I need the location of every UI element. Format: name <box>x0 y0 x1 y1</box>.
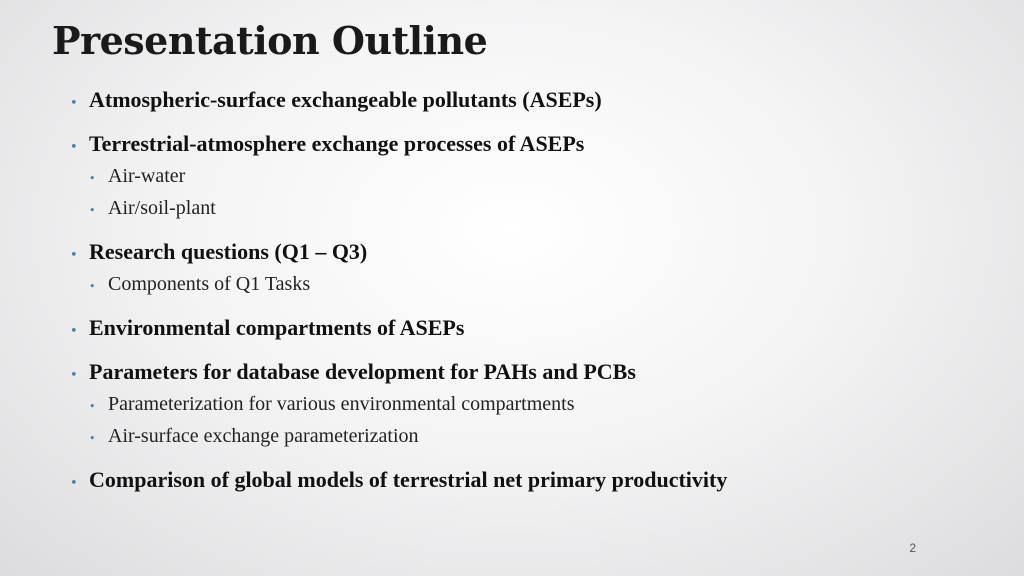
sub-bullet-icon: • <box>89 400 96 413</box>
outline-item-label: Research questions (Q1 – Q3) <box>89 239 368 264</box>
sub-list <box>70 388 970 452</box>
outline-item-label: Atmospheric-surface exchangeable pollutants (ASEPs) <box>89 87 602 112</box>
sub-bullet-icon: • <box>89 204 96 217</box>
sub-item-label: Air/soil-plant <box>108 197 216 219</box>
sub-list <box>70 160 970 224</box>
sub-item-label: Air-water <box>108 165 186 187</box>
bullet-icon: • <box>70 140 78 155</box>
slide-title: Presentation Outline <box>52 18 488 63</box>
bullet-icon: • <box>70 96 78 111</box>
outline-item <box>70 356 970 452</box>
bullet-icon: • <box>70 476 78 491</box>
sub-item <box>89 268 970 300</box>
outline-item <box>70 464 970 496</box>
outline-item <box>70 236 970 300</box>
bullet-icon: • <box>70 248 78 263</box>
sub-item-label: Parameterization for various environmental compartments <box>108 393 575 415</box>
outline-item-row <box>70 356 970 388</box>
outline-item-row <box>70 128 970 160</box>
sub-bullet-icon: • <box>89 432 96 445</box>
outline-item-label: Comparison of global models of terrestrial net primary productivity <box>89 467 728 492</box>
sub-item <box>89 192 970 224</box>
sub-bullet-icon: • <box>89 172 96 185</box>
bullet-icon: • <box>70 368 78 383</box>
outline-item-row <box>70 312 970 344</box>
sub-bullet-icon: • <box>89 280 96 293</box>
sub-item <box>89 388 970 420</box>
page-number: 2 <box>909 541 916 555</box>
outline-item-label: Environmental compartments of ASEPs <box>89 315 465 340</box>
sub-list <box>70 268 970 300</box>
outline-item-label: Terrestrial-atmosphere exchange processes of ASEPs <box>89 131 585 156</box>
bullet-icon: • <box>70 324 78 339</box>
outline-item-label: Parameters for database development for PAHs and PCBs <box>89 359 636 384</box>
outline-item-row <box>70 84 970 116</box>
outline-item <box>70 128 970 224</box>
sub-item-label: Air-surface exchange parameterization <box>108 425 419 447</box>
outline-item-row <box>70 464 970 496</box>
outline-item <box>70 312 970 344</box>
sub-item <box>89 160 970 192</box>
sub-item <box>89 420 970 452</box>
outline-list <box>70 84 970 508</box>
outline-item-row <box>70 236 970 268</box>
outline-item <box>70 84 970 116</box>
sub-item-label: Components of Q1 Tasks <box>108 273 311 295</box>
